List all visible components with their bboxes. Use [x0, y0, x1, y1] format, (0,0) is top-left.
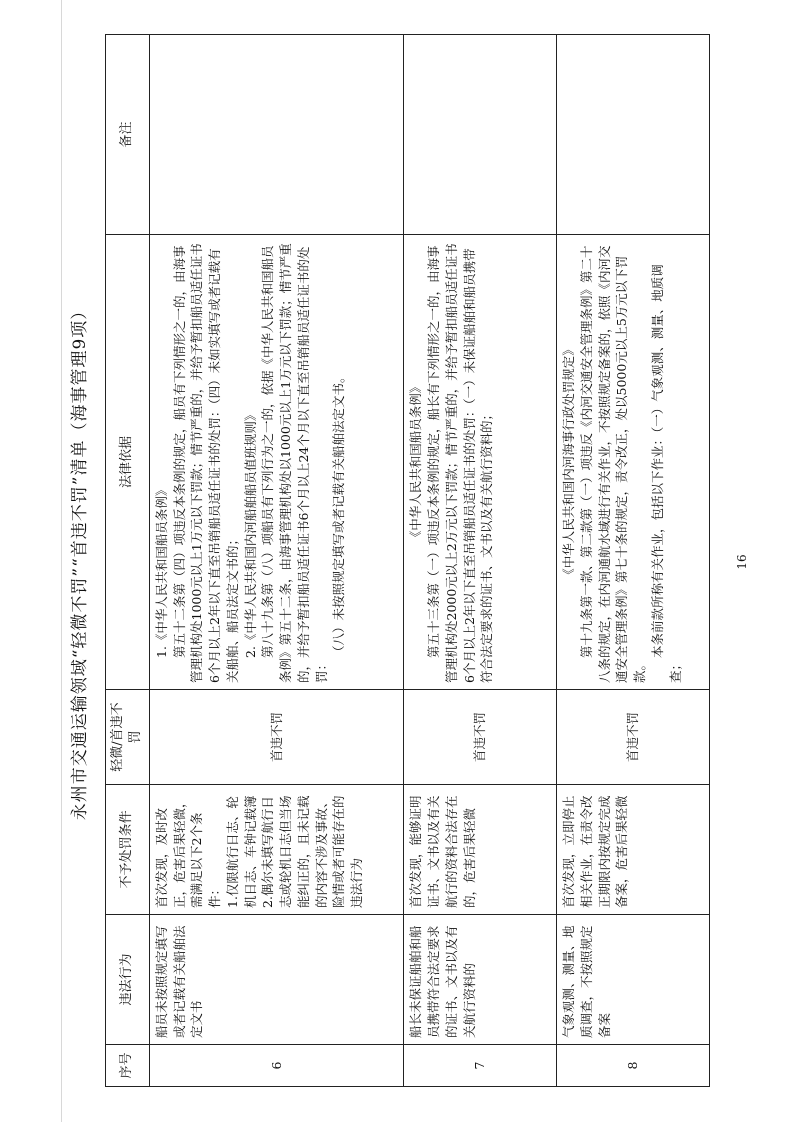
page-number: 16	[735, 554, 749, 570]
cond-line: 2.偶尔未填写航行日志或轮机日志但当场能纠正的，且未记载的内容不涉及事故、险情或者可能存在的违法行为	[260, 795, 365, 908]
row-act: 气象观测、测量、地质调查，不按照规定备案	[557, 915, 710, 1045]
row-act: 船员未按照规定填写或者记载有关船舶法定文书	[149, 915, 404, 1045]
row-seq: 6	[149, 1045, 404, 1087]
row-level: 首违不罚	[557, 690, 710, 785]
header-level: 轻微/首违不罚	[106, 690, 150, 785]
row-note	[404, 35, 557, 235]
basis-line: 《中华人民共和国内河海事行政处罚规定》	[561, 343, 577, 581]
row-note	[149, 35, 404, 235]
penalty-table	[105, 34, 710, 1087]
table-row	[149, 35, 404, 1087]
table-row	[404, 35, 557, 1087]
row-seq: 8	[557, 1045, 710, 1087]
header-seq: 序号	[106, 1045, 150, 1087]
basis-line: 第五十二条第（四）项违反本条例的规定，船员有下列情形之一的，由海事管理机构处1000元以上1万元以下罚款；情节严重的，并给予暂扣船员适任证书6个月以上2年以下直至吊销船员适任证书的处罚：（四）未如实填写或者记载有关船舶、船员法定文书的；	[171, 243, 240, 683]
row-cond	[404, 785, 557, 915]
basis-line: 《中华人民共和国船员条例》	[408, 380, 424, 544]
cond-line: 1.仅限航行日志、轮机日志、车钟记载簿	[224, 795, 258, 908]
row-seq: 7	[404, 1045, 557, 1087]
row-cond	[149, 785, 404, 915]
row-basis	[404, 235, 557, 690]
basis-line: 第五十三条第（一）项违反本条例的规定，船长有下列情形之一的，由海事管理机构处2000元以上2万元以下罚款；情节严重的，并给予暂扣船员适任证书6个月以上2年以下直至吊销船员适任证书的处罚：（一）未保证船舶和船员携带符合法定要求的证书、文书以及有关航行资料的；	[426, 243, 495, 683]
cond-line: 首次发现，能够证明证书、文书以及有关航行的资料合法存在的，危害后果轻微	[408, 795, 477, 908]
rotated-sheet	[60, 35, 720, 1087]
basis-line: 1.《中华人民共和国船员条例》	[153, 483, 169, 658]
table-row	[557, 35, 710, 1087]
page-title: 永州市交通运输领域“轻微不罚”“首违不罚”清单（海事管理9项）	[70, 301, 90, 821]
cond-line: 首次发现，及时改正，危害后果轻微，需满足以下2个条件：	[153, 795, 223, 908]
header-note: 备注	[106, 35, 150, 235]
basis-line: （八）未按照规定填写或者记载有关船舶法定文书。	[331, 370, 347, 658]
table-header-row	[106, 35, 150, 1087]
row-act: 船长未保证船舶和船员携带符合法定要求的证书、文书以及有关航行资料的	[404, 915, 557, 1045]
header-cond: 不予处罚条件	[106, 785, 150, 915]
row-level: 首违不罚	[404, 690, 557, 785]
row-cond	[557, 785, 710, 915]
row-basis	[557, 235, 710, 690]
basis-line: 第十九条第一款、第二款第（一）项违反《内河交通安全管理条例》第二十八条的规定，在内河通航水域进行有关作业，不按照规定备案的，依照《内河交通安全管理条例》第七十条的规定，责令改正，处以5000元以上5万元以下罚款。	[578, 245, 648, 683]
header-act: 违法行为	[106, 915, 150, 1045]
row-note	[557, 35, 710, 235]
row-basis	[149, 235, 404, 690]
row-level: 首违不罚	[149, 690, 404, 785]
basis-line: 第八十九条第（八）项船员有下列行为之一的，依据《中华人民共和国船员条例》第五十二条，由海事管理机构处以1000元以上1万元以下罚款；情节严重的，并给予暂扣船员适任证书6个月以上24个月以下直至吊销船员适任证书的处罚：	[260, 243, 329, 683]
basis-line: 本条前款所称有关作业，包括以下作业：（一）气象观测、测量、地质调查；	[649, 264, 683, 683]
header-basis: 法律依据	[106, 235, 150, 690]
cond-line: 首次发现，立即停止相关作业，在责令改正期限内按规定完成备案，危害后果轻微	[561, 795, 630, 908]
basis-line: 2.《中华人民共和国内河船舶船员值班规则》	[242, 408, 258, 658]
